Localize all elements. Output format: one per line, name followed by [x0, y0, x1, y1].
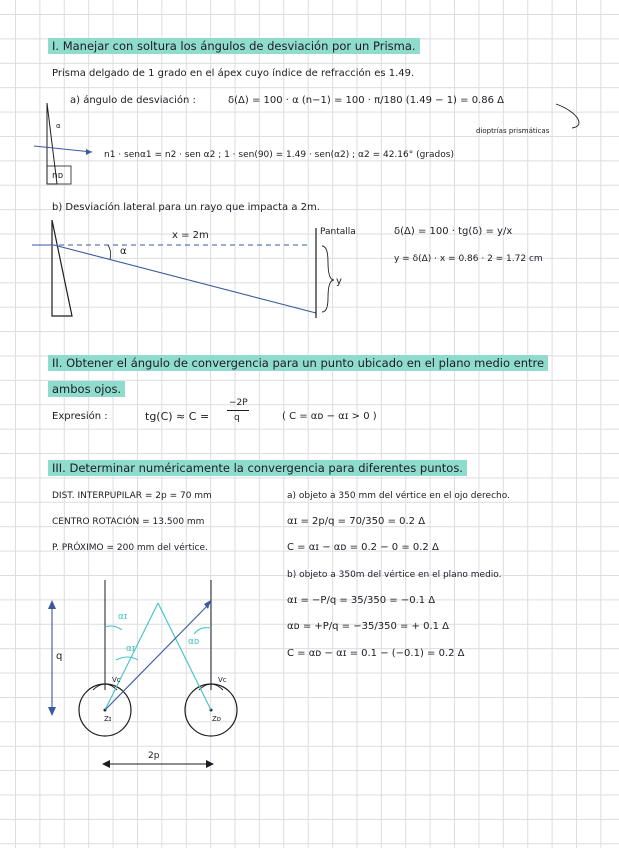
q-label: q: [56, 651, 63, 662]
case-a-eq1: αɪ = 2p/q = 70/350 = 0.2 Δ: [287, 516, 426, 527]
prism-alpha-label: α: [56, 122, 61, 130]
q-arrow-bottom: [48, 707, 56, 716]
vc-left-label: Vc: [112, 676, 121, 684]
case-b-eq1: αɪ = −P/q = 35/350 = −0.1 Δ: [287, 595, 436, 606]
lateral-deviation-eq1: δ(Δ) = 100 · tg(δ) = y/x: [394, 226, 513, 237]
convergence-formula: tg(C) ≈ C =: [145, 410, 210, 423]
section1-intro: Prisma delgado de 1 grado en el ápex cuyo índice de refracción es 1.49.: [52, 68, 415, 79]
base-arrow-left: [102, 760, 110, 768]
alpha-i-top-label: αɪ: [118, 612, 128, 622]
alpha-i-mid-arc: [116, 657, 138, 660]
part-b-label: b) Desviación lateral para un rayo que impacta a 2m.: [52, 202, 320, 213]
alpha-d-arc: [194, 628, 211, 634]
alpha-i-mid-label: αɪ: [126, 644, 136, 654]
snell-equation: n1 · senα1 = n2 · sen α2 ; 1 · sen(90) = 1.49 · sen(α2) ; α2 = 42.16° (grados): [104, 150, 454, 160]
screen-label: Pantalla: [320, 227, 356, 237]
case-b-title: b) objeto a 350m del vértice en el plano medio.: [287, 570, 502, 580]
case-b-eq3: C = αᴅ − αɪ = 0.1 − (−0.1) = 0.2 Δ: [287, 648, 465, 659]
alpha-label: α: [120, 246, 127, 257]
alpha-i-top-arc: [105, 626, 122, 630]
section2-heading-line1: II. Obtener el ángulo de convergencia para un punto ubicado en el plano medio entre: [48, 355, 548, 371]
formula-denominator: q: [234, 413, 240, 423]
right-sight-line: [158, 603, 211, 710]
param-rotation-center: CENTRO ROTACIÓN = 13.500 mm: [52, 517, 205, 527]
param-near-point: P. PRÓXIMO = 200 mm del vértice.: [52, 543, 208, 553]
prism-index-label: nᴅ: [52, 171, 64, 181]
lateral-deviation-eq2: y = δ(Δ) · x = 0.86 · 2 = 1.72 cm: [394, 254, 543, 264]
section3-heading: III. Determinar numéricamente la convergencia para diferentes puntos.: [48, 460, 467, 476]
case-b-eq2: αᴅ = +P/q = −35/350 = + 0.1 Δ: [287, 621, 450, 632]
left-sight-line: [105, 603, 158, 710]
section2-heading-line2: ambos ojos.: [48, 381, 125, 397]
section1-heading: I. Manejar con soltura los ángulos de desviación por un Prisma.: [48, 38, 420, 54]
case-a-eq2: C = αɪ − αᴅ = 0.2 − 0 = 0.2 Δ: [287, 542, 439, 553]
case-a-title: a) objeto a 350 mm del vértice en el ojo derecho.: [287, 491, 510, 501]
y-label: y: [336, 276, 342, 287]
alpha-d-label: αᴅ: [188, 637, 200, 647]
deviation-equation: δ(Δ) = 100 · α (n−1) = 100 · π/180 (1.49 − 1) = 0.86 Δ: [228, 95, 504, 106]
prism-diopters-note: dioptrías prismáticas: [476, 127, 550, 135]
base-arrow-right: [206, 760, 214, 768]
formula-numerator: −2P: [229, 398, 248, 408]
param-interpupillary: DIST. INTERPUPILAR = 2p = 70 mm: [52, 491, 212, 501]
z-left-label: Zɪ: [104, 715, 112, 723]
vc-right-label: Vc: [218, 676, 227, 684]
q-arrow-top: [48, 600, 56, 609]
distance-label: x = 2m: [172, 230, 209, 241]
z-right-label: Zᴅ: [212, 715, 222, 723]
part-a-label: a) ángulo de desviación :: [70, 95, 196, 106]
expression-label: Expresión :: [52, 411, 108, 422]
convergence-condition: ( C = αᴅ − αɪ > 0 ): [282, 411, 377, 422]
base-label: 2p: [148, 751, 160, 761]
